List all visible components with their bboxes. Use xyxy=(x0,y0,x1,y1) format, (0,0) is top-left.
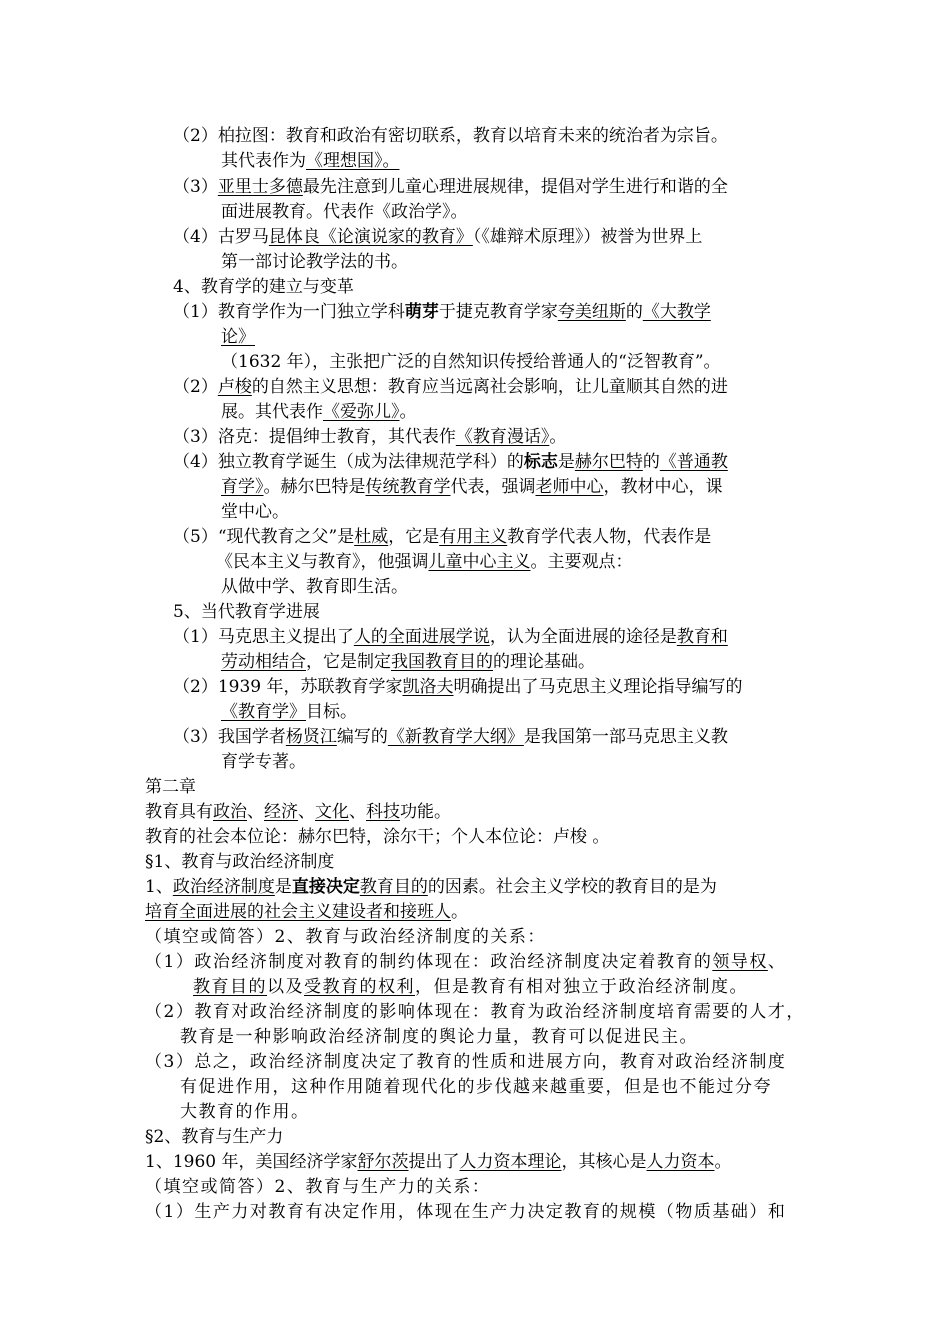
text-run: 育学专著。 xyxy=(221,752,306,772)
underlined-term: 老师中心 xyxy=(535,477,604,497)
text-run: 堂中心。 xyxy=(221,502,289,522)
text-run: 《民本主义与教育》，他强调 xyxy=(216,552,429,572)
text-run: 功能。 xyxy=(400,802,451,822)
text-run: 5、当代教育学进展 xyxy=(173,602,320,622)
text-run: （1）教育学作为一门独立学科 xyxy=(173,302,405,322)
underlined-term: 我国教育目的 xyxy=(391,652,493,672)
text-line xyxy=(173,726,728,748)
text-run: 教育的社会本位论：赫尔巴特，涂尔干；个人本位论：卢梭 。 xyxy=(145,827,610,847)
text-line xyxy=(180,1076,772,1098)
text-line xyxy=(221,751,306,773)
section-heading xyxy=(173,276,354,298)
text-run: 的因素。社会主义学校的教育目的是为 xyxy=(427,877,717,897)
underlined-term: 领导权 xyxy=(712,952,768,972)
text-line xyxy=(173,526,711,548)
text-line xyxy=(221,501,289,523)
text-run: ，教材中心，课 xyxy=(603,477,723,497)
underlined-term: 人力资本理论 xyxy=(459,1152,562,1172)
underlined-term: 政治 xyxy=(213,802,247,822)
underlined-term: 《新教育学大纲》 xyxy=(387,727,524,747)
text-run: （2）柏拉图：教育和政治有密切联系，教育以培育未来的统治者为宗旨。 xyxy=(173,126,728,146)
text-run: （3）我国学者 xyxy=(173,727,286,747)
text-run: 。 xyxy=(549,427,567,447)
text-run: 有促进作用，这种作用随着现代化的步伐越来越重要，但是也不能过分夸 xyxy=(180,1077,772,1097)
underlined-term: 传统教育学 xyxy=(365,477,451,497)
text-run: 。 xyxy=(399,402,417,422)
underlined-term: 经济 xyxy=(264,802,298,822)
text-line xyxy=(145,951,786,973)
underlined-term: 育学》 xyxy=(221,477,264,497)
underlined-term: 有用主义 xyxy=(439,527,508,547)
underlined-term: 儿童中心主义 xyxy=(428,552,531,572)
section-heading xyxy=(145,851,334,873)
text-run: （1632 年），主张把广泛的自然知识传授给普通人的“泛智教育”。 xyxy=(221,352,721,372)
underlined-term: 人的全面进展学说 xyxy=(353,627,490,647)
text-run: （2） xyxy=(173,377,218,397)
text-run: 是 xyxy=(274,877,292,897)
text-run: （1）生产力对教育有决定作用，体现在生产力决定教育的规模（物质基础）和 xyxy=(145,1202,787,1222)
underlined-term: 教育目的 xyxy=(359,877,428,897)
underlined-term: 政治经济制度 xyxy=(172,877,275,897)
text-run: 。 xyxy=(714,1152,732,1172)
underlined-term: 劳动相结合 xyxy=(221,652,306,672)
underlined-term: 凯洛夫 xyxy=(402,677,454,697)
text-line xyxy=(173,451,728,473)
text-run: ，但是教育有相对独立于政治经济制度。 xyxy=(415,977,748,997)
underlined-term: 亚里士多德 xyxy=(217,177,303,197)
text-line xyxy=(221,651,595,673)
text-line xyxy=(145,1176,490,1198)
underlined-term: 《大教学 xyxy=(642,302,711,322)
text-run: 的自然主义思想：教育应当远离社会影响，让儿童顺其自然的进 xyxy=(251,377,728,397)
underlined-term: 《爱弥儿》 xyxy=(323,402,400,422)
text-run: （1）政治经济制度对教育的制约体现在：政治经济制度决定着教育的 xyxy=(145,952,713,972)
text-run: 展。其代表作 xyxy=(221,402,323,422)
chapter-heading xyxy=(145,776,196,798)
underlined-term: 昆体良《论演说家的教育》 xyxy=(268,227,473,247)
text-line xyxy=(173,376,728,398)
text-line xyxy=(145,1001,805,1023)
text-line xyxy=(145,1051,786,1073)
underlined-term: 《普通教 xyxy=(659,452,728,472)
text-run: （4）古罗马 xyxy=(173,227,269,247)
text-run: （填空或简答）2、教育与政治经济制度的关系： xyxy=(145,927,546,947)
underlined-term: 《教育漫话》 xyxy=(455,427,550,447)
text-line xyxy=(221,201,468,223)
text-run: 的理论基础。 xyxy=(493,652,595,672)
text-line xyxy=(221,576,408,598)
text-run: （3）总之，政治经济制度决定了教育的性质和进展方向，教育对政治经济制度 xyxy=(145,1052,787,1072)
text-line xyxy=(221,150,400,172)
underlined-term: 夸美纽斯 xyxy=(557,302,626,322)
text-line xyxy=(221,326,255,348)
text-run: （《雄辩术原理》）被誉为世界上 xyxy=(472,227,703,247)
bold-term: 标志 xyxy=(523,452,558,472)
text-line xyxy=(173,301,711,323)
text-line xyxy=(180,1101,310,1123)
text-run: ，它是制定 xyxy=(306,652,391,672)
text-run: 、 xyxy=(349,802,366,822)
text-run: （1）马克思主义提出了 xyxy=(173,627,354,647)
bold-term: 萌芽 xyxy=(404,302,439,322)
text-run: 第一部讨论教学法的书。 xyxy=(221,252,408,272)
text-run: 目标。 xyxy=(306,702,357,722)
text-line xyxy=(173,676,742,698)
text-run: ，其核心是 xyxy=(561,1152,647,1172)
text-run: （4）独立教育学诞生（成为法律规范学科）的 xyxy=(173,452,524,472)
text-run: 以及 xyxy=(267,977,304,997)
text-run: 于捷克教育学家 xyxy=(438,302,558,322)
section-heading xyxy=(173,601,320,623)
text-run: 是 xyxy=(557,452,575,472)
text-run: 其代表作为 xyxy=(221,151,306,171)
text-run: §1、教育与政治经济制度 xyxy=(145,852,335,872)
text-run: （3） xyxy=(173,177,218,197)
text-run: 第二章 xyxy=(145,777,196,797)
text-line xyxy=(173,426,566,448)
text-run: 、 xyxy=(298,802,315,822)
text-line xyxy=(173,626,728,648)
underlined-term: 教育和 xyxy=(676,627,728,647)
text-line xyxy=(145,801,451,823)
underlined-term: 舒尔茨 xyxy=(357,1152,409,1172)
text-run: 编写的 xyxy=(336,727,388,747)
text-line xyxy=(221,701,357,723)
text-line xyxy=(145,876,717,898)
bold-term: 直接决定 xyxy=(291,877,360,897)
text-run: 的 xyxy=(642,452,660,472)
text-run: 1、 xyxy=(145,877,173,897)
text-run: 4、教育学的建立与变革 xyxy=(173,277,354,297)
text-line xyxy=(145,926,546,948)
text-run: 的 xyxy=(625,302,643,322)
text-line xyxy=(145,1201,786,1223)
text-run: （5）“现代教育之父”是 xyxy=(173,527,355,547)
text-line xyxy=(221,401,417,423)
text-run: （2）1939 年，苏联教育学家 xyxy=(173,677,403,697)
underlined-term: 《理想国》。 xyxy=(306,151,400,171)
text-line xyxy=(221,351,721,373)
underlined-term: 《教育学》 xyxy=(221,702,306,722)
underlined-term: 科技 xyxy=(366,802,400,822)
underlined-term: 论》 xyxy=(221,327,255,347)
text-run: 、 xyxy=(247,802,264,822)
underlined-term: 人力资本 xyxy=(646,1152,715,1172)
text-run: 明确提出了马克思主义理论指导编写的 xyxy=(453,677,743,697)
text-run: 。主要观点： xyxy=(530,552,633,572)
underlined-term: 卢梭 xyxy=(217,377,252,397)
underlined-term: 赫尔巴特 xyxy=(574,452,643,472)
text-run: 、 xyxy=(767,952,787,972)
text-run: 代表，强调 xyxy=(450,477,536,497)
underlined-term: 杜威 xyxy=(354,527,389,547)
text-run: 。赫尔巴特是 xyxy=(263,477,366,497)
text-run: 大教育的作用。 xyxy=(180,1102,310,1122)
text-run: 是我国第一部马克思主义教 xyxy=(523,727,728,747)
text-run: 最先注意到儿童心理进展规律，提倡对学生进行和谐的全 xyxy=(302,177,728,197)
underlined-term: 受教育的权利 xyxy=(304,977,415,997)
text-run: ，认为全面进展的途径是 xyxy=(489,627,677,647)
text-run: ，它是 xyxy=(388,527,440,547)
text-line xyxy=(193,976,748,998)
text-line xyxy=(180,1026,698,1048)
text-line xyxy=(173,125,728,147)
text-line xyxy=(145,901,468,923)
text-line xyxy=(145,826,609,848)
text-line xyxy=(221,251,408,273)
text-line xyxy=(221,476,723,498)
underlined-term: 培育全面进展的社会主义建设者和接班人 xyxy=(145,902,451,922)
text-run: §2、教育与生产力 xyxy=(145,1127,284,1147)
text-run: 教育是一种影响政治经济制度的舆论力量，教育可以促进民主。 xyxy=(180,1027,698,1047)
underlined-term: 文化 xyxy=(315,802,349,822)
underlined-term: 教育目的 xyxy=(193,977,267,997)
text-run: 教育具有 xyxy=(145,802,213,822)
text-run: （填空或简答）2、教育与生产力的关系： xyxy=(145,1177,491,1197)
text-run: 。 xyxy=(451,902,468,922)
text-line xyxy=(173,176,728,198)
underlined-term: 杨贤江 xyxy=(285,727,337,747)
section-heading xyxy=(145,1126,283,1148)
text-line xyxy=(216,551,633,573)
text-line xyxy=(173,226,702,248)
text-run: （2）教育对政治经济制度的影响体现在：教育为政治经济制度培育需要的人才， xyxy=(145,1002,805,1022)
text-run: （3）洛克：提倡绅士教育，其代表作 xyxy=(173,427,456,447)
text-run: 面进展教育。代表作《政治学》。 xyxy=(221,202,468,222)
text-run: 教育学代表人物，代表作是 xyxy=(507,527,712,547)
text-run: 从做中学、教育即生活。 xyxy=(221,577,408,597)
text-run: 提出了 xyxy=(408,1152,460,1172)
text-line xyxy=(145,1151,731,1173)
text-run: 1、1960 年，美国经济学家 xyxy=(145,1152,358,1172)
